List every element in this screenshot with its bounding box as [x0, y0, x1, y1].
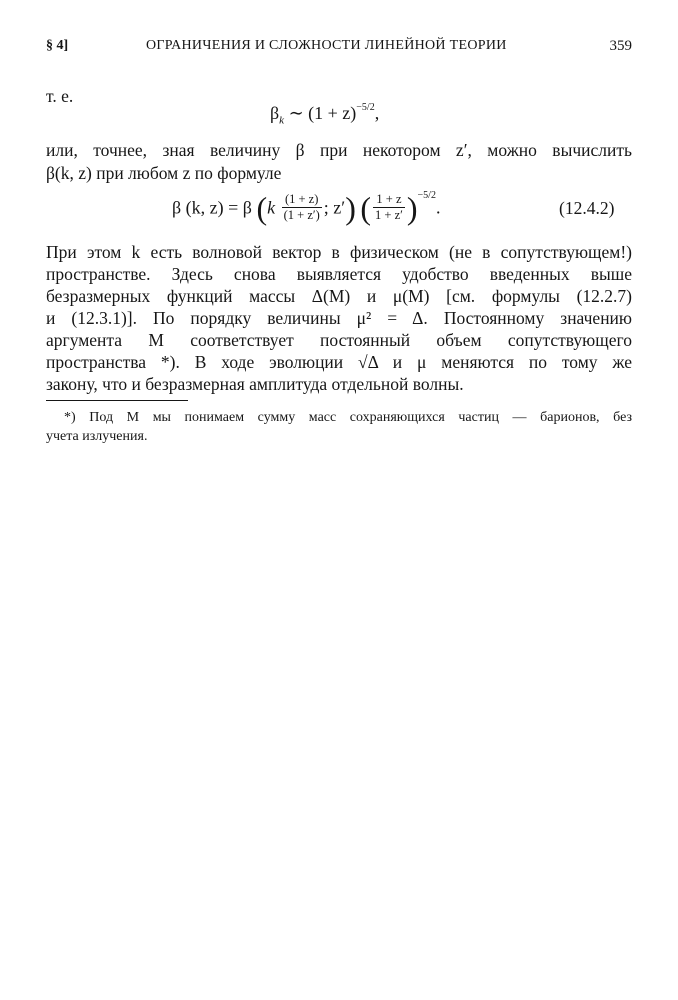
- page-number: 359: [609, 38, 632, 54]
- paragraph-line: и (12.3.1)]. По порядку величины μ² = Δ. Постоянному значению: [46, 308, 632, 328]
- running-title: ОГРАНИЧЕНИЯ И СЛОЖНОСТИ ЛИНЕЙНОЙ ТЕОРИИ: [146, 38, 507, 53]
- paragraph-line: безразмерных функций массы Δ(M) и μ(M) [см. формулы (12.2.7): [46, 286, 632, 306]
- fraction: $\frac{1 + z}{1 + z'}$: [375, 192, 403, 223]
- formula-beta-scaling: $\beta_k$ ∼ $(1 + z)^{-5/2}$,: [270, 102, 380, 127]
- intro-text: т. е.: [46, 86, 74, 106]
- paragraph-line: или, точнее, зная величину β при некотором z′, можно вычислить: [46, 140, 632, 160]
- running-header: [46, 38, 632, 60]
- paragraph-line: При этом k есть волновой вектор в физическом (не в сопутствующем!): [46, 242, 632, 262]
- fraction: $\frac{(1 + z)}{(1 + z')}$: [283, 192, 320, 223]
- section-mark: § 4]: [46, 38, 69, 53]
- equation-number: (12.4.2): [559, 198, 615, 218]
- paragraph-line: пространства *). В ходе эволюции √Δ и μ меняются по тому же: [46, 352, 632, 372]
- paragraph-line: пространстве. Здесь снова выявляется удобство введенных выше: [46, 264, 632, 284]
- paragraph-line: β(k, z) при любом z по формуле: [46, 163, 282, 183]
- footnote-line: учета излучения.: [46, 429, 148, 444]
- footnote-line: *) Под M мы понимаем сумму масс сохраняющихся частиц — барионов, без: [64, 410, 632, 425]
- footnote-rule: [46, 400, 188, 401]
- formula-12-4-2: β (k, z) = β (k $\frac{(1 + z)}{(1 + z')}$ ; z′) ( $\frac{1 + z}{1 + z'}$ )$^{-5/2}$.: [172, 189, 441, 226]
- paragraph-line: закону, что и безразмерная амплитуда отдельной волны.: [46, 374, 464, 394]
- paragraph-line: аргумента M соответствует постоянный объем сопутствующего: [46, 330, 632, 350]
